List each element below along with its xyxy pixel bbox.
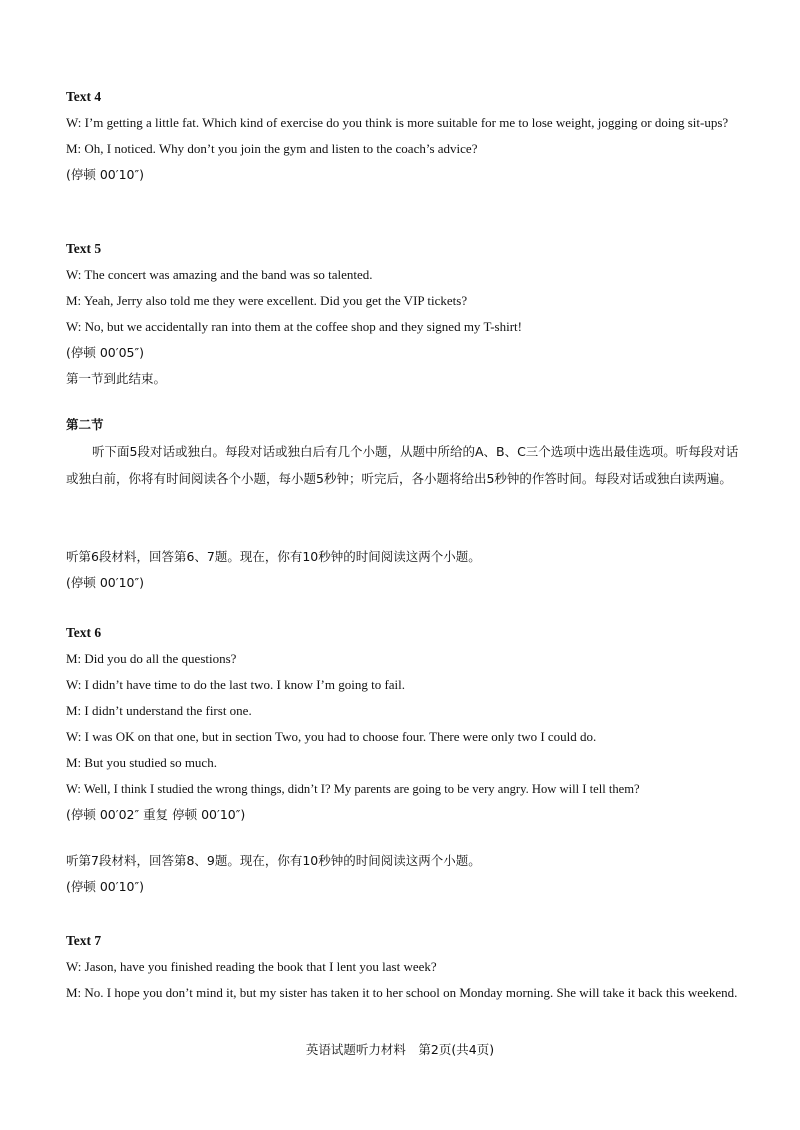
material7-block — [66, 848, 742, 900]
text5-line-2: M: Yeah, Jerry also told me they were excellent. Did you get the VIP tickets? — [66, 293, 468, 308]
material6-pause: (停顿 00′10″) — [66, 575, 145, 590]
section1-end-note: 第一节到此结束。 — [66, 371, 167, 386]
text5-heading: Text 5 — [66, 241, 102, 256]
text7-line-2: M: No. I hope you don’t mind it, but my sister has taken it to her school on Monday morning. She will take it back this weekend. — [66, 985, 738, 1000]
text7-block — [66, 928, 742, 1006]
page-footer: 英语试题听力材料 第2页(共4页) — [305, 1042, 495, 1057]
text6-line-6: W: Well, I think I studied the wrong things, didn’t I? My parents are going to be very angry. How will I tell them? — [66, 782, 640, 796]
text6-pause: (停顿 00′02″ 重复 停顿 00′10″) — [66, 807, 246, 822]
text6-line-2: W: I didn’t have time to do the last two. I know I’m going to fail. — [66, 677, 406, 692]
section2-heading: 第二节 — [66, 417, 104, 432]
text6-heading: Text 6 — [66, 625, 102, 640]
text5-block — [66, 236, 742, 392]
text5-pause: (停顿 00′05″) — [66, 345, 145, 360]
material6-note: 听第6段材料，回答第6、7题。现在，你有10秒钟的时间阅读这两个小题。 — [66, 549, 481, 564]
text7-line-1: W: Jason, have you finished reading the book that I lent you last week? — [66, 959, 437, 974]
text4-line-2: M: Oh, I noticed. Why don’t you join the gym and listen to the coach’s advice? — [66, 141, 478, 156]
text6-line-5: M: But you studied so much. — [66, 755, 217, 770]
material7-pause: (停顿 00′10″) — [66, 879, 145, 894]
text4-block — [66, 84, 742, 188]
text6-block — [66, 620, 742, 828]
material7-note: 听第7段材料，回答第8、9题。现在，你有10秒钟的时间阅读这两个小题。 — [66, 853, 481, 868]
section2-instructions: 听下面5段对话或独白。每段对话或独白后有几个小题，从题中所给的A、B、C三个选项中选出最佳选项。听每段对话或独白前，你将有时间阅读各个小题，每小题5秒钟；听完后，各小题将给出5秒钟的作答时间。每段对话或独白读两遍。 — [66, 444, 739, 486]
text5-line-1: W: The concert was amazing and the band was so talented. — [66, 267, 373, 282]
text6-line-1: M: Did you do all the questions? — [66, 651, 237, 666]
material6-block — [66, 544, 742, 596]
text4-pause: (停顿 00′10″) — [66, 167, 145, 182]
section2-block — [66, 412, 742, 492]
text6-line-4: W: I was OK on that one, but in section Two, you had to choose four. There were only two I could do. — [66, 729, 597, 744]
text5-line-3: W: No, but we accidentally ran into them at the coffee shop and they signed my T-shirt! — [66, 319, 522, 334]
text7-heading: Text 7 — [66, 933, 102, 948]
text4-line-1: W: I’m getting a little fat. Which kind of exercise do you think is more suitable for me to lose weight, jogging or doing sit-ups? — [66, 115, 729, 130]
text6-line-3: M: I didn’t understand the first one. — [66, 703, 252, 718]
text4-heading: Text 4 — [66, 89, 102, 104]
